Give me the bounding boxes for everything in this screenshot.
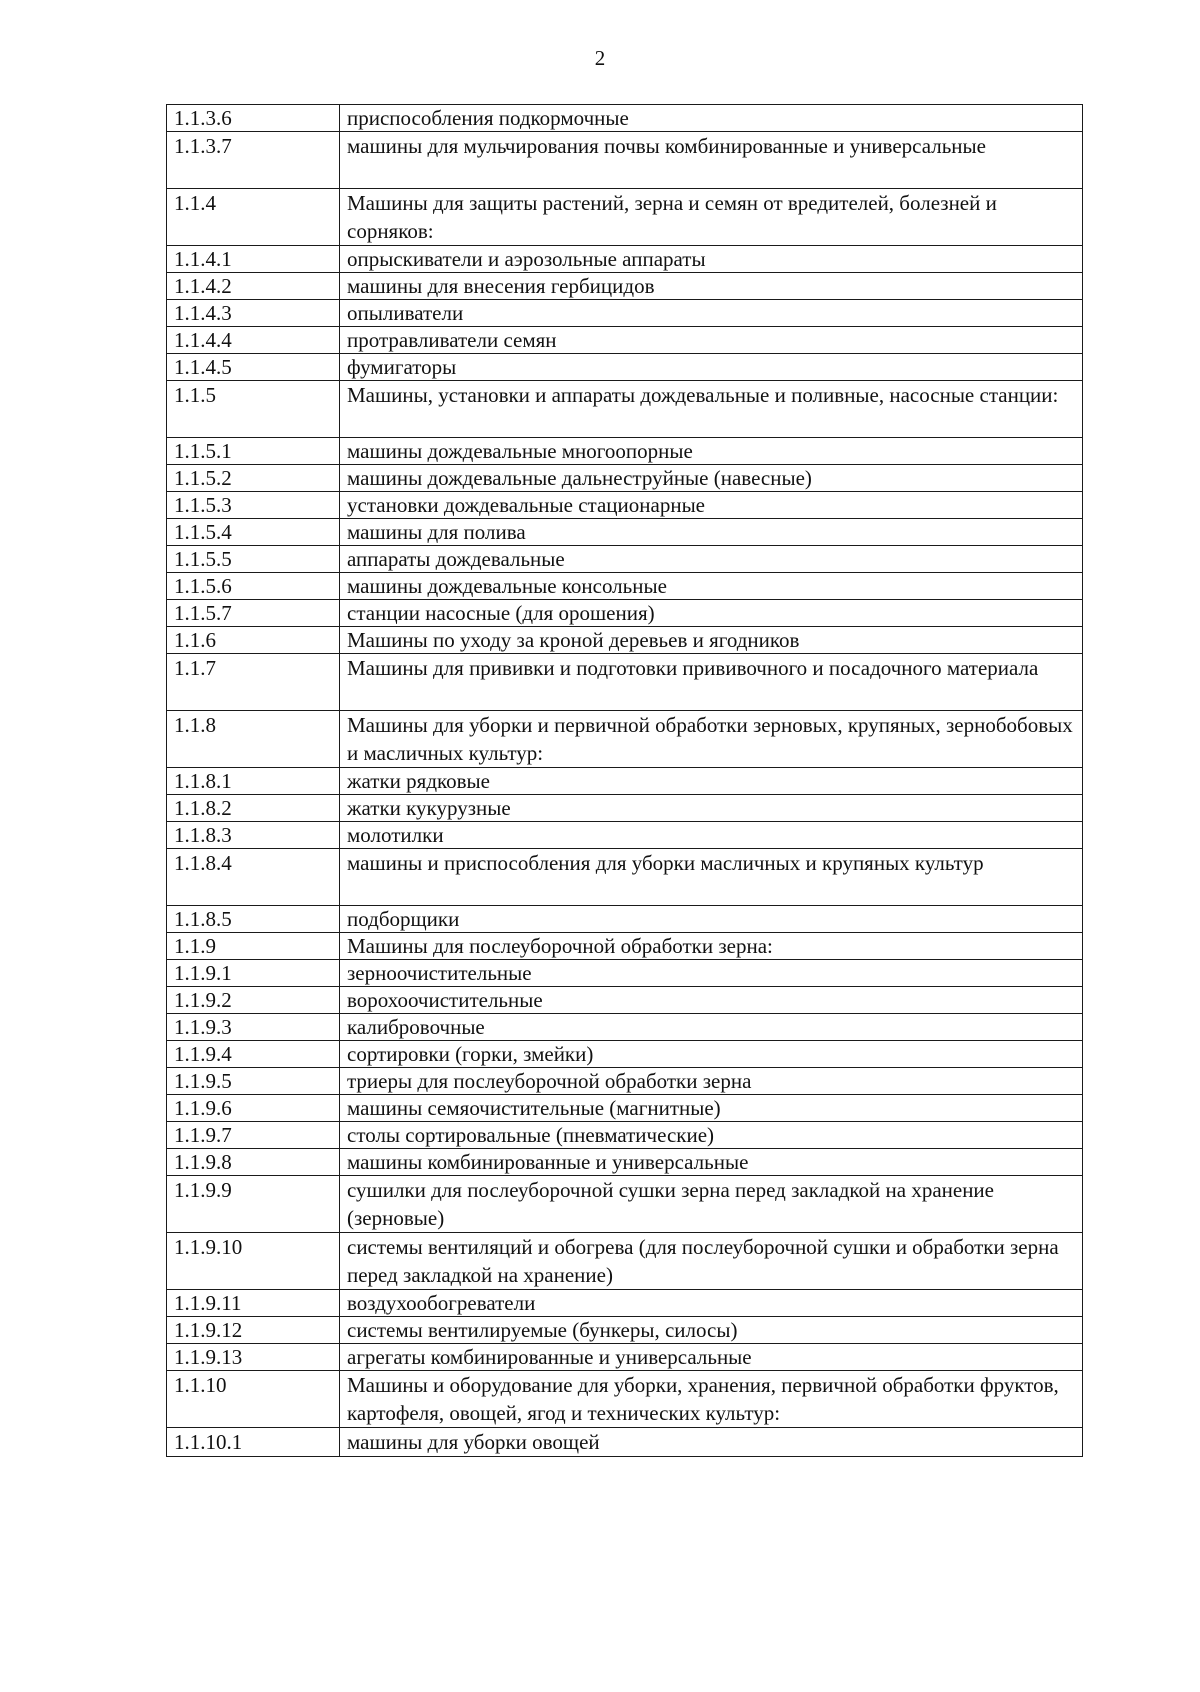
table-row	[167, 627, 1083, 654]
table-row	[167, 960, 1083, 987]
table-row	[167, 492, 1083, 519]
row-code: 1.1.4.1	[167, 246, 340, 273]
table-row	[167, 546, 1083, 573]
row-description: опрыскиватели и аэрозольные аппараты	[340, 246, 1083, 273]
row-description: Машины, установки и аппараты дождевальные и поливные, насосные станции:	[340, 381, 1083, 438]
row-code: 1.1.9.8	[167, 1149, 340, 1176]
row-description: зерноочистительные	[340, 960, 1083, 987]
row-description: опыливатели	[340, 300, 1083, 327]
table-row	[167, 1428, 1083, 1457]
table-row	[167, 465, 1083, 492]
row-code: 1.1.8.2	[167, 795, 340, 822]
table-row	[167, 1095, 1083, 1122]
table-row	[167, 300, 1083, 327]
row-description: приспособления подкормочные	[340, 105, 1083, 132]
table-row	[167, 600, 1083, 627]
table-row	[167, 849, 1083, 906]
row-description: столы сортировальные (пневматические)	[340, 1122, 1083, 1149]
row-description: фумигаторы	[340, 354, 1083, 381]
table-row	[167, 1290, 1083, 1317]
table-row	[167, 573, 1083, 600]
table-row	[167, 438, 1083, 465]
row-code: 1.1.10.1	[167, 1428, 340, 1457]
row-code: 1.1.9.10	[167, 1233, 340, 1290]
row-code: 1.1.9.1	[167, 960, 340, 987]
row-code: 1.1.9.2	[167, 987, 340, 1014]
row-description: воздухообогреватели	[340, 1290, 1083, 1317]
row-code: 1.1.4.5	[167, 354, 340, 381]
row-description: машины для внесения гербицидов	[340, 273, 1083, 300]
row-code: 1.1.5.1	[167, 438, 340, 465]
row-code: 1.1.3.7	[167, 132, 340, 189]
row-code: 1.1.4.4	[167, 327, 340, 354]
row-code: 1.1.4.3	[167, 300, 340, 327]
row-code: 1.1.9.4	[167, 1041, 340, 1068]
row-code: 1.1.9.9	[167, 1176, 340, 1233]
table-row	[167, 1176, 1083, 1233]
table-row	[167, 822, 1083, 849]
row-code: 1.1.9.12	[167, 1317, 340, 1344]
table-row	[167, 246, 1083, 273]
row-code: 1.1.8.5	[167, 906, 340, 933]
table-row	[167, 906, 1083, 933]
row-description: аппараты дождевальные	[340, 546, 1083, 573]
table-row	[167, 1014, 1083, 1041]
row-description: машины для мульчирования почвы комбинированные и универсальные	[340, 132, 1083, 189]
row-description: машины дождевальные многоопорные	[340, 438, 1083, 465]
row-code: 1.1.9	[167, 933, 340, 960]
row-code: 1.1.4.2	[167, 273, 340, 300]
table-row	[167, 987, 1083, 1014]
table-row	[167, 105, 1083, 132]
row-description: машины дождевальные консольные	[340, 573, 1083, 600]
table-row	[167, 768, 1083, 795]
row-code: 1.1.8	[167, 711, 340, 768]
row-description: системы вентиляций и обогрева (для послеуборочной сушки и обработки зерна перед закладкой на хранение)	[340, 1233, 1083, 1290]
row-description: Машины для прививки и подготовки прививочного и посадочного материала	[340, 654, 1083, 711]
row-code: 1.1.4	[167, 189, 340, 246]
row-description: машины дождевальные дальнеструйные (навесные)	[340, 465, 1083, 492]
row-code: 1.1.5.2	[167, 465, 340, 492]
row-code: 1.1.9.11	[167, 1290, 340, 1317]
table-row	[167, 1344, 1083, 1371]
row-code: 1.1.5.5	[167, 546, 340, 573]
row-code: 1.1.10	[167, 1371, 340, 1428]
row-code: 1.1.8.3	[167, 822, 340, 849]
table-row	[167, 327, 1083, 354]
row-description: Машины для послеуборочной обработки зерна:	[340, 933, 1083, 960]
row-code: 1.1.8.1	[167, 768, 340, 795]
row-code: 1.1.5.7	[167, 600, 340, 627]
row-description: установки дождевальные стационарные	[340, 492, 1083, 519]
row-code: 1.1.9.13	[167, 1344, 340, 1371]
row-code: 1.1.9.6	[167, 1095, 340, 1122]
row-description: машины для полива	[340, 519, 1083, 546]
row-description: протравливатели семян	[340, 327, 1083, 354]
row-description: машины комбинированные и универсальные	[340, 1149, 1083, 1176]
row-description: Машины для уборки и первичной обработки зерновых, крупяных, зернобобовых и масличных культур:	[340, 711, 1083, 768]
row-code: 1.1.5	[167, 381, 340, 438]
row-code: 1.1.8.4	[167, 849, 340, 906]
row-description: калибровочные	[340, 1014, 1083, 1041]
row-code: 1.1.3.6	[167, 105, 340, 132]
row-code: 1.1.6	[167, 627, 340, 654]
table-row	[167, 795, 1083, 822]
page-number: 2	[594, 46, 606, 70]
row-description: системы вентилируемые (бункеры, силосы)	[340, 1317, 1083, 1344]
row-code: 1.1.9.3	[167, 1014, 340, 1041]
row-code: 1.1.5.3	[167, 492, 340, 519]
table-row	[167, 381, 1083, 438]
table-row	[167, 711, 1083, 768]
row-description: ворохоочистительные	[340, 987, 1083, 1014]
row-code: 1.1.9.5	[167, 1068, 340, 1095]
table-row	[167, 1371, 1083, 1428]
table-row	[167, 519, 1083, 546]
row-description: Машины по уходу за кроной деревьев и ягодников	[340, 627, 1083, 654]
row-code: 1.1.9.7	[167, 1122, 340, 1149]
row-description: машины семяочистительные (магнитные)	[340, 1095, 1083, 1122]
row-description: сортировки (горки, змейки)	[340, 1041, 1083, 1068]
row-description: молотилки	[340, 822, 1083, 849]
row-description: станции насосные (для орошения)	[340, 600, 1083, 627]
row-description: подборщики	[340, 906, 1083, 933]
table-row	[167, 1122, 1083, 1149]
table-row	[167, 189, 1083, 246]
row-description: жатки рядковые	[340, 768, 1083, 795]
row-description: Машины для защиты растений, зерна и семян от вредителей, болезней и сорняков:	[340, 189, 1083, 246]
table-row	[167, 933, 1083, 960]
row-description: Машины и оборудование для уборки, хранения, первичной обработки фруктов, картофеля, овощей, ягод и технических культур:	[340, 1371, 1083, 1428]
table-row	[167, 1068, 1083, 1095]
row-code: 1.1.7	[167, 654, 340, 711]
table-body	[167, 105, 1083, 1457]
table-row	[167, 132, 1083, 189]
row-description: машины и приспособления для уборки масличных и крупяных культур	[340, 849, 1083, 906]
row-code: 1.1.5.4	[167, 519, 340, 546]
table-row	[167, 654, 1083, 711]
equipment-table	[166, 104, 1083, 1457]
row-description: агрегаты комбинированные и универсальные	[340, 1344, 1083, 1371]
table-row	[167, 1317, 1083, 1344]
table-row	[167, 273, 1083, 300]
table-row	[167, 1149, 1083, 1176]
row-description: сушилки для послеуборочной сушки зерна перед закладкой на хранение (зерновые)	[340, 1176, 1083, 1233]
row-description: жатки кукурузные	[340, 795, 1083, 822]
row-description: машины для уборки овощей	[340, 1428, 1083, 1457]
row-description: триеры для послеуборочной обработки зерна	[340, 1068, 1083, 1095]
table-row	[167, 1041, 1083, 1068]
table-row	[167, 1233, 1083, 1290]
row-code: 1.1.5.6	[167, 573, 340, 600]
table-row	[167, 354, 1083, 381]
